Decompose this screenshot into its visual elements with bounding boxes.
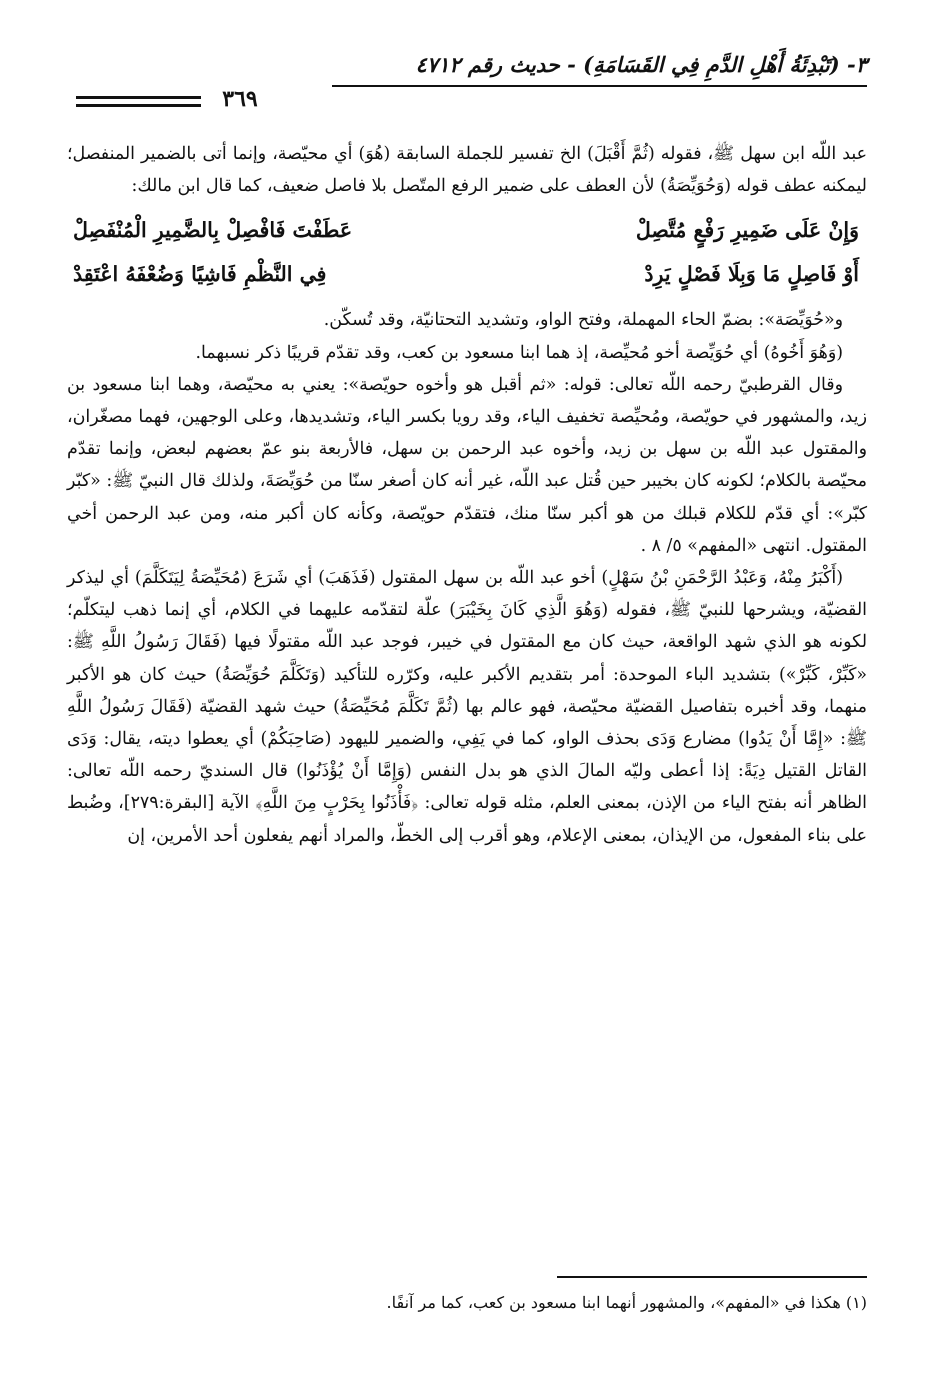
main-text bbox=[67, 138, 867, 852]
poem-verse-2 bbox=[67, 252, 867, 296]
paragraph-4: وقال القرطبيّ رحمه اللّه تعالى: قوله: «ثم أقبل هو وأخوه حويّصة»: يعني به محيّصة، وهما ابنا مسعود بن زيد، والمشهور في حويّصة، ومُحيِّصة تخفيف الياء، وقد رويا بكسر الياء، وتشديدها، وعلى الوجهين، فهما مصغّران، والمقتول عبد اللّه بن سهل بن زيد، وأخوه عبد الرحمن بن سهل، فالأربعة بنو عمّ بعضهم لبعض، وإنما تقدّم محيّصة بالكلام؛ لكونه كان بخيبر حين قُتل عبد اللّه، غير أنه كان أصغر سنّا من حُوَيِّصَةَ، ولذلك قال النبيّ ﷺ: «كبّر كبّر»: أي قدّم للكلام قبلك من هو أكبر سنّا منك، فتقدّم حويّصة، وكأنه كان أكبر منه، ومن عبد الرحمن أخي المقتول. انتهى «المفهم» ٥/ ٨ . bbox=[67, 374, 867, 556]
poem-verse-1 bbox=[67, 208, 867, 252]
hemistich-1b: عَطَفْتَ فَافْصِلْ بِالضَّمِيرِ الْمُنْفَصِلْ bbox=[73, 218, 353, 243]
paragraph-1: عبد اللّه ابن سهل ﷺ، فقوله (ثُمَّ أَقْبَلَ) الخ تفسير للجملة السابقة (هُوَ) أي محيّصة، وإنما أتى بالضمير المنفصل؛ ليمكنه عطف قوله (وَحُوَيِّصَةُ) لأن العطف على ضمير الرفع المتّصل بلا فاصل ضعيف، كما قال ابن مالك: bbox=[67, 144, 867, 197]
poem bbox=[67, 208, 867, 296]
paragraph-5: (أَكْبَرُ مِنْهُ، وَعَبْدُ الرَّحْمَنِ بْنُ سَهْلٍ) أخو عبد اللّه بن سهل المقتول (فَذَهَبَ) أي شَرَعَ (مُحَيِّصَةُ لِيَتَكَلَّمَ) أي ليذكر القضيّة، ويشرحها للنبيّ ﷺ، فقوله (وَهُوَ الَّذِي كَانَ بِخَيْبَرَ) علّة لتقدّمه عليهما في الكلام، أي إنما ذهب ليتكلّم؛ لكونه هو الذي شهد الواقعة، حيث كان مع المقتول في خيبر، فوجد عبد اللّه مقتولًا فيها (فَقَالَ رَسُولُ اللَّهِ ﷺ: «كَبِّرْ، كَبِّرْ») بتشديد الباء الموحدة: أمر بتقديم الأكبر عليه، وكرّره للتأكيد (وَتَكَلَّمَ حُوَيِّصَةُ) حيث كان هو الأكبر منهما، وقد أخبره بتفاصيل القضيّة محيّصة، فهو عالم بها (ثُمَّ تَكَلَّمَ مُحَيِّصَةُ) حيث شهد القضيّة (فَقَالَ رَسُولُ اللَّهِ ﷺ: «إِمَّا أَنْ يَدُوا) مضارع وَدَى بحذف الواو، كما في يَفِي، والضمير لليهود (صَاحِبَكُمْ) أي يعطوا ديته، يقال: وَدَى القاتل القتيل دِيَةً: إذا أعطى وليّه المالَ الذي هو بدل النفس (وَإِمَّا أَنْ يُؤْذَنُوا) قال السنديّ رحمه اللّه تعالى: الظاهر أنه بفتح الياء من الإذن، بمعنى العلم، مثله قوله تعالى: ﴿فَأْذَنُوا بِحَرْبٍ مِنَ اللَّهِ﴾ الآية [البقرة:٢٧٩]، وضُبط على بناء المفعول، من الإيذان، بمعنى الإعلام، وهو أقرب إلى الخطّ، والمراد أنهم يفعلون أحد الأمرين، إن bbox=[67, 568, 867, 846]
footnote: (١) هكذا في «المفهم»، والمشهور أنهما ابنا مسعود بن كعب، كما مر آنفًا. bbox=[386, 1293, 867, 1312]
hemistich-1a: وَإِنْ عَلَى ضَمِيرِ رَفْعٍ مُتَّصِلْ bbox=[635, 218, 859, 243]
paragraph-3: (وَهُوَ أَخُوهُ) أي حُوَيِّصة أخو مُحيِّصة، إذ هما ابنا مسعود بن كعب، وقد تقدّم قريبًا ذكر نسبهما. bbox=[195, 342, 843, 363]
paragraph-2: و«حُوَيِّصَة»: بضمّ الحاء المهملة، وفتح الواو، وتشديد التحتانيّة، وقد تُسكّن. bbox=[323, 310, 843, 331]
hemistich-2a: أَوْ فَاصِلٍ مَا وَبِلَا فَصْلٍ يَرِدْ bbox=[644, 262, 859, 287]
footnote-rule bbox=[557, 1276, 867, 1278]
running-title: ٣- (تَبْدِئَةُ أَهْلِ الدَّمِ فِي القَسَامَةِ) - حديث رقم ٤٧١٢ bbox=[415, 52, 867, 77]
page-number-bars bbox=[76, 96, 201, 112]
hemistich-2b: فِي النَّظْمِ فَاشِيًا وَضُعْفَهُ اعْتَقِدْ bbox=[73, 262, 327, 287]
page-number: ٣٦٩ bbox=[222, 86, 258, 112]
header-rule bbox=[332, 85, 867, 87]
